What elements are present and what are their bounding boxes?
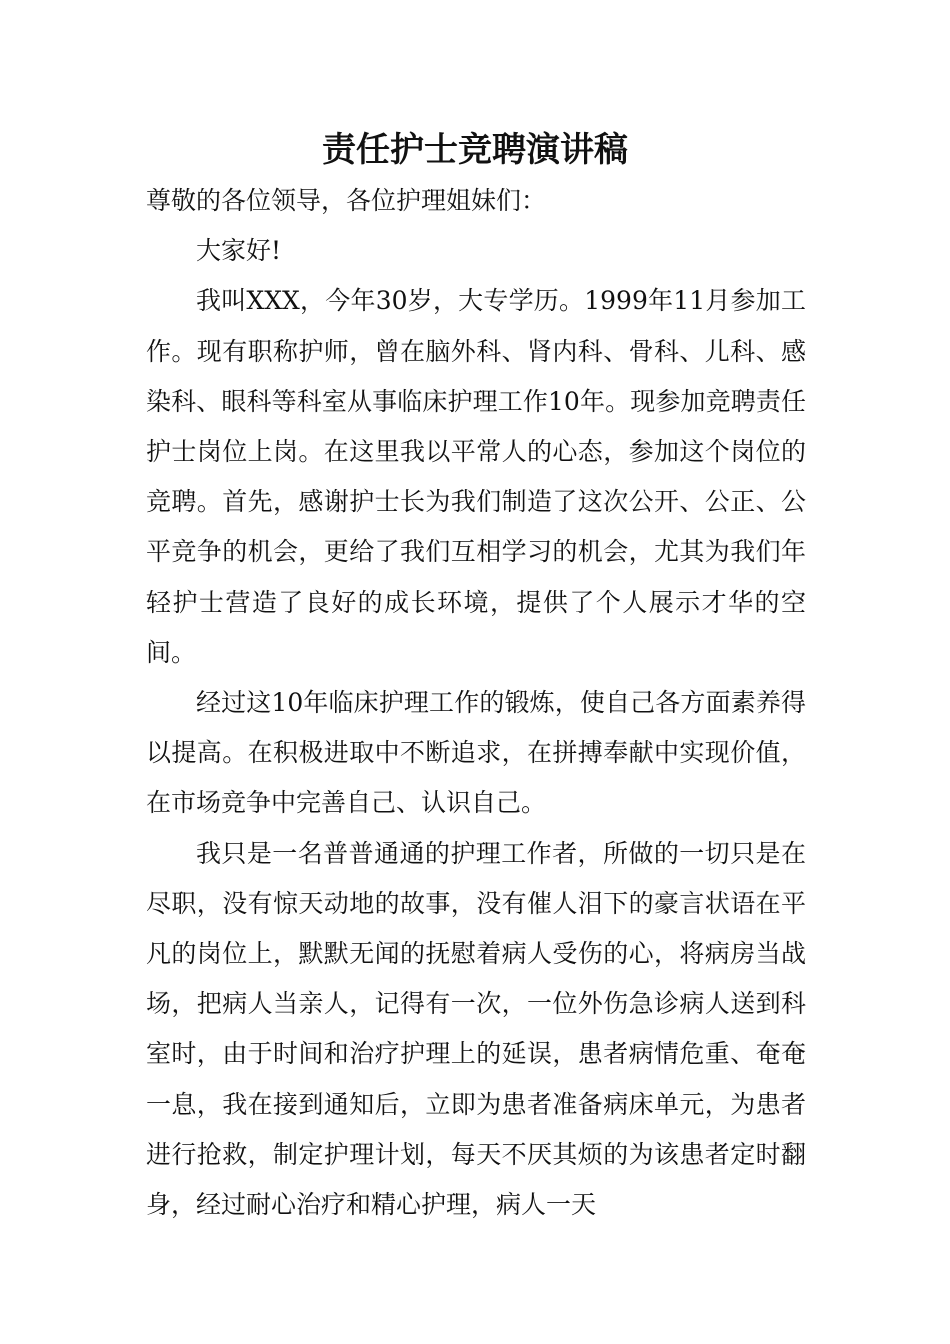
body-paragraph: 我只是一名普普通通的护理工作者，所做的一切只是在尽职，没有惊天动地的故事，没有催人泪下的豪言状语在平凡的岗位上，默默无闻的抚慰着病人受伤的心，将病房当战场，把病人当亲人，记得有一次，一位外伤急诊病人送到科室时，由于时间和治疗护理上的延误，患者病情危重、奄奄一息，我在接到通知后，立即为患者准备病床单元，为患者进行抢救，制定护理计划，每天不厌其烦的为该患者定时翻身，经过耐心治疗和精心护理，病人一天	[146, 838, 806, 1220]
salutation-paragraph: 尊敬的各位领导，各位护理姐妹们：	[146, 186, 547, 215]
body-paragraph: 经过这10年临床护理工作的锻炼，使自己各方面素养得以提高。在积极进取中不断追求，在拼搏奉献中实现价值，在市场竞争中完善自己、认识自己。	[146, 688, 806, 818]
document-title: 责任护士竞聘演讲稿	[322, 130, 628, 170]
document-body	[146, 176, 806, 1230]
greeting-paragraph: 大家好!	[196, 236, 282, 266]
body-paragraph: 我叫XXX，今年30岁，大专学历。1999年11月参加工作。现有职称护师，曾在脑外科、肾内科、骨科、儿科、感染科、眼科等科室从事临床护理工作10年。现参加竞聘责任护士岗位上岗。在这里我以平常人的心态，参加这个岗位的竞聘。首先，感谢护士长为我们制造了这次公开、公正、公平竞争的机会，更给了我们互相学习的机会，尤其为我们年轻护士营造了良好的成长环境，提供了个人展示才华的空间。	[146, 286, 806, 667]
